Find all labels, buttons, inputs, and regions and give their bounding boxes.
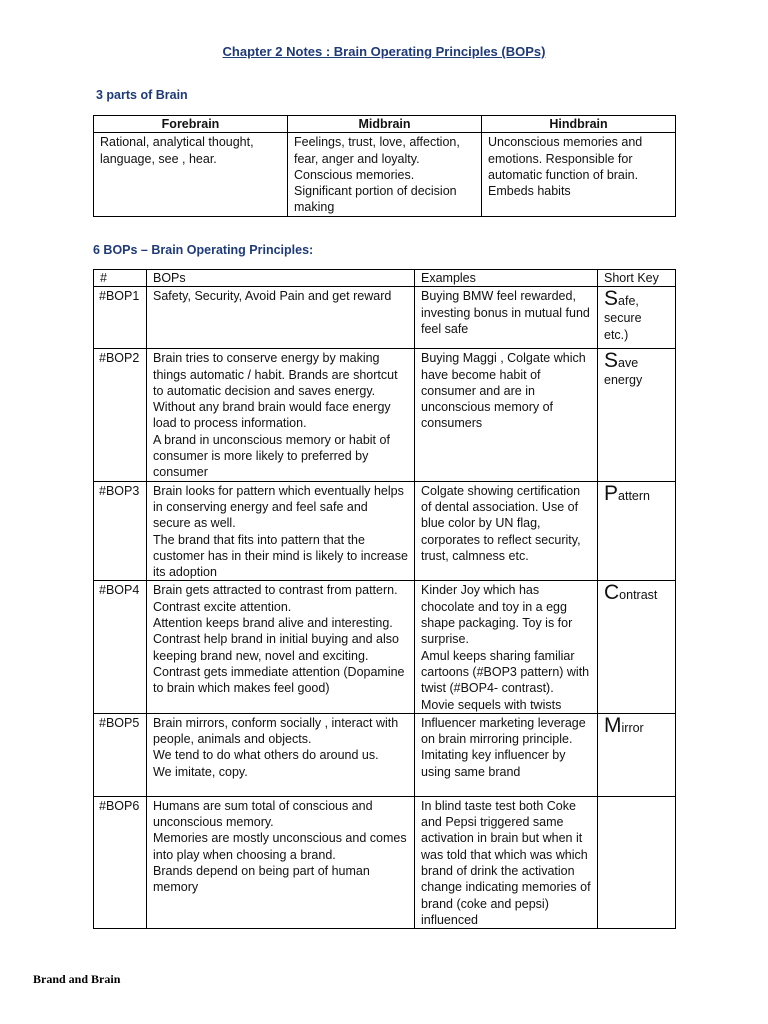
short-key bbox=[598, 287, 676, 349]
table-header-row bbox=[94, 270, 676, 287]
page-footer: Brand and Brain bbox=[33, 972, 121, 986]
cell-text: Movie sequels with twists bbox=[421, 697, 562, 712]
cell-text: Buying Maggi , Colgate which have become habit of consumer and are in unconscious memory of consumers bbox=[421, 351, 586, 431]
bop-id: #BOP4 bbox=[94, 581, 147, 713]
table-row bbox=[94, 287, 676, 349]
short-key-initial: S bbox=[604, 349, 619, 373]
cell-text: Colgate showing certification of dental association. Use of blue color by UN flag, corporates to reflect security, trust, calmness etc. bbox=[421, 483, 581, 563]
bop-description bbox=[147, 349, 415, 481]
cell-text: Rational, analytical thought, language, see , hear. bbox=[100, 135, 254, 166]
cell-text: In blind taste test both Coke and Pepsi triggered same activation in brain but when it was told that which was which brand of drink the activation change indicating memories of brand (coke and pepsi) influenced bbox=[421, 798, 591, 927]
table-row bbox=[94, 581, 676, 713]
cell-text: Amul keeps sharing familiar cartoons (#BOP3 pattern) with twist (#BOP4- contrast). bbox=[421, 648, 590, 696]
short-key-initial: P bbox=[604, 481, 619, 505]
cell-text: Brands depend on being part of human memory bbox=[153, 864, 370, 895]
short-key-initial: C bbox=[604, 581, 620, 605]
cell-text: A brand in unconscious memory or habit of consumer is more likely to preferred by consumer bbox=[153, 432, 390, 480]
cell-text: Humans are sum total of conscious and unconscious memory. bbox=[153, 798, 373, 830]
column-header: Forebrain bbox=[94, 116, 288, 133]
cell-text: Safety, Security, Avoid Pain and get reward bbox=[153, 289, 392, 304]
short-key bbox=[598, 581, 676, 713]
bop-id: #BOP2 bbox=[94, 349, 147, 481]
short-key bbox=[598, 349, 676, 481]
bop-examples bbox=[415, 581, 598, 713]
cell-text: Significant portion of decision making bbox=[294, 184, 457, 215]
short-key-rest: attern bbox=[618, 488, 650, 503]
cell-text: Feelings, trust, love, affection, fear, anger and loyalty. bbox=[294, 135, 460, 166]
cell-text: We imitate, copy. bbox=[153, 764, 248, 779]
bop-description bbox=[147, 713, 415, 796]
table-row bbox=[94, 133, 676, 217]
table-row bbox=[94, 349, 676, 481]
cell-text: Kinder Joy which has chocolate and toy in a egg shape packaging. Toy is for surprise. bbox=[421, 583, 573, 647]
midbrain-cell bbox=[288, 133, 482, 217]
column-header: Examples bbox=[415, 270, 598, 287]
cell-text: The brand that fits into pattern that the customer has in their mind is likely to increase its adoption bbox=[153, 532, 408, 580]
bop-examples bbox=[415, 349, 598, 481]
cell-text: Brain tries to conserve energy by making things automatic / habit. Brands are shortcut to automatic decision and saves energy. Without any brand brain would face energy load to process information. bbox=[153, 351, 398, 431]
column-header: BOPs bbox=[147, 270, 415, 287]
bop-id: #BOP3 bbox=[94, 481, 147, 581]
cell-text: Attention keeps brand alive and interesting. bbox=[153, 616, 393, 631]
bops-table bbox=[93, 269, 676, 929]
bop-description bbox=[147, 287, 415, 349]
short-key bbox=[598, 481, 676, 581]
bop-id: #BOP5 bbox=[94, 713, 147, 796]
bop-examples bbox=[415, 481, 598, 581]
column-header: Short Key bbox=[598, 270, 676, 287]
hindbrain-cell bbox=[482, 133, 676, 217]
cell-text: Brain gets attracted to contrast from pattern. Contrast excite attention. bbox=[153, 583, 398, 614]
cell-text: Contrast gets immediate attention (Dopamine to brain which makes feel good) bbox=[153, 664, 405, 696]
column-header: # bbox=[94, 270, 147, 287]
bop-examples bbox=[415, 287, 598, 349]
bop-examples bbox=[415, 796, 598, 928]
short-key bbox=[598, 796, 676, 928]
bops-heading: 6 BOPs – Brain Operating Principles: bbox=[93, 243, 314, 257]
forebrain-cell bbox=[94, 133, 288, 217]
short-key-rest: ontrast bbox=[619, 588, 658, 603]
bop-examples bbox=[415, 713, 598, 796]
table-row bbox=[94, 713, 676, 796]
short-key-rest: ave energy bbox=[604, 356, 643, 388]
table-header-row bbox=[94, 116, 676, 133]
brain-parts-table bbox=[93, 115, 676, 217]
short-key-rest: afe, secure etc.) bbox=[604, 294, 642, 342]
cell-text: We tend to do what others do around us. bbox=[153, 748, 379, 763]
short-key-rest: irror bbox=[621, 720, 644, 735]
cell-text: Memories are mostly unconscious and comes into play when choosing a brand. bbox=[153, 831, 407, 862]
table-row bbox=[94, 796, 676, 928]
column-header: Midbrain bbox=[288, 116, 482, 133]
bop-id: #BOP1 bbox=[94, 287, 147, 349]
cell-text: Conscious memories. bbox=[294, 167, 415, 182]
bop-description bbox=[147, 581, 415, 713]
cell-text: Brain mirrors, conform socially , interact with people, animals and objects. bbox=[153, 715, 399, 747]
short-key-initial: S bbox=[604, 287, 619, 311]
cell-text: Influencer marketing leverage on brain mirroring principle. bbox=[421, 715, 586, 747]
bop-id: #BOP6 bbox=[94, 796, 147, 928]
short-key bbox=[598, 713, 676, 796]
table-row bbox=[94, 481, 676, 581]
short-key-initial: M bbox=[604, 713, 622, 737]
bop-description bbox=[147, 796, 415, 928]
page-title: Chapter 2 Notes : Brain Operating Principles (BOPs) bbox=[222, 44, 546, 59]
bop-description bbox=[147, 481, 415, 581]
cell-text: Brain looks for pattern which eventually helps in conserving energy and feel safe and secure as well. bbox=[153, 483, 404, 531]
cell-text: Buying BMW feel rewarded, investing bonus in mutual fund feel safe bbox=[421, 289, 590, 336]
brain-parts-heading: 3 parts of Brain bbox=[96, 88, 188, 102]
column-header: Hindbrain bbox=[482, 116, 676, 133]
cell-text: Unconscious memories and emotions. Responsible for automatic function of brain. Embeds habits bbox=[488, 135, 643, 199]
cell-text: Imitating key influencer by using same brand bbox=[421, 748, 566, 779]
cell-text: Contrast help brand in initial buying and also keeping brand new, novel and exciting. bbox=[153, 632, 399, 663]
